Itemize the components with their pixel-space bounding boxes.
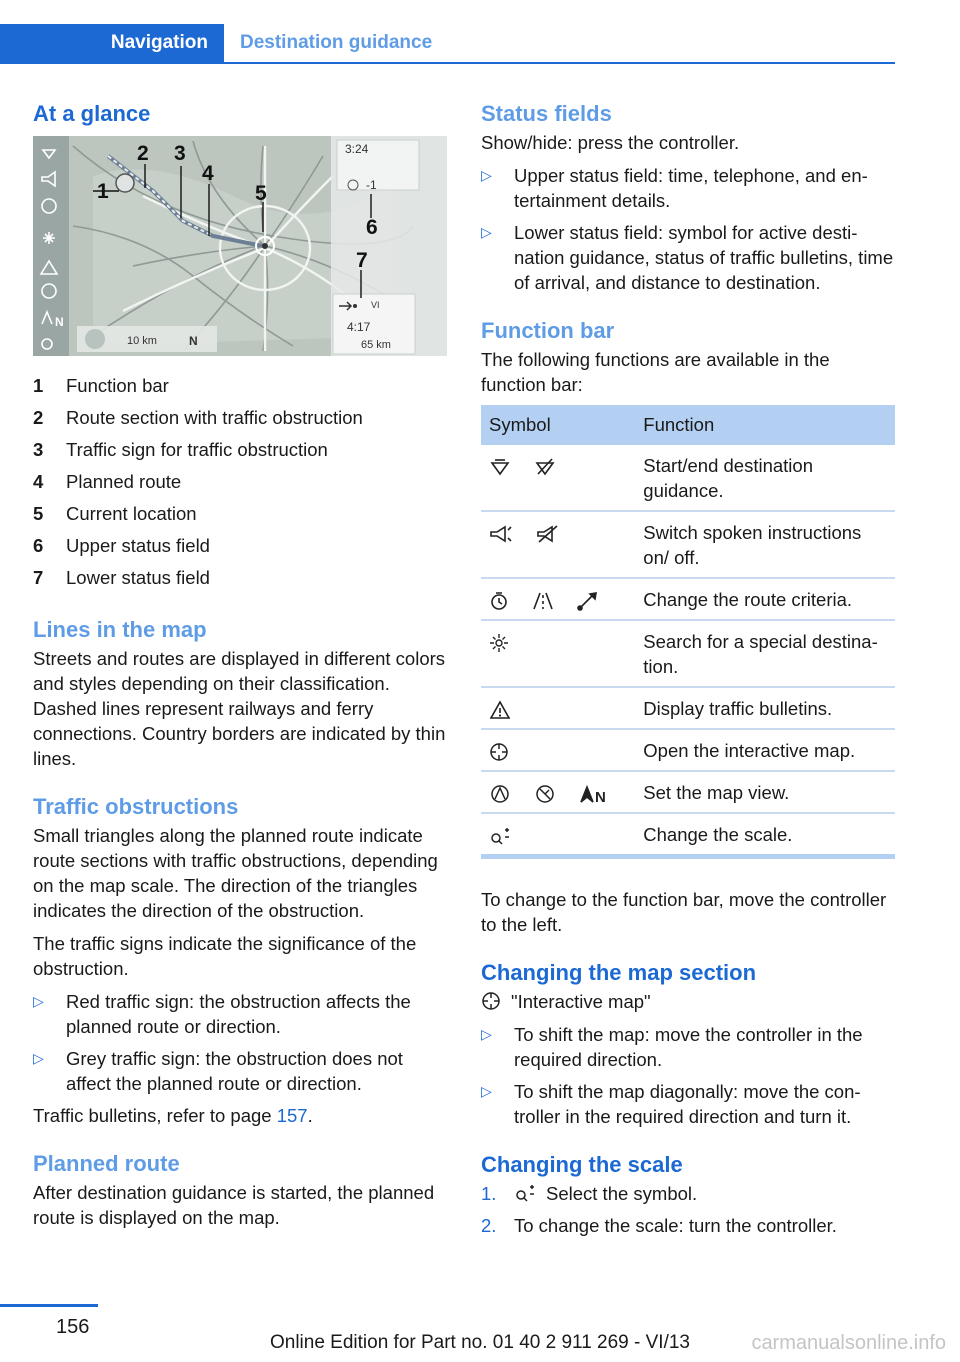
- table-row: [481, 511, 895, 578]
- list-item: 1. Select the symbol.: [481, 1183, 698, 1204]
- function-bar-text: The following functions are available in the function bar:: [481, 349, 830, 395]
- traffic-signs-text: The traffic signs indicate the significance of the obstruction.: [33, 933, 417, 979]
- list-item: ▷ Grey traffic sign: the obstruction does not affect the planned route or direction.: [33, 1048, 403, 1094]
- changing-map-section-heading: Changing the map section: [481, 960, 757, 985]
- guidance-end-icon: [534, 457, 556, 477]
- table-row: [481, 620, 895, 687]
- map-north-icon: [579, 784, 609, 804]
- legend-item: 7 Lower status field: [33, 567, 210, 588]
- map-direction-icon: [534, 784, 556, 804]
- lines-in-map-text: Streets and routes are displayed in different colors and styles depending on their classification. Dashed lines represent railways and ferry connections. Country borders are indicated by thin lines.: [33, 648, 446, 769]
- function-cell: Display traffic bulletins.: [635, 687, 895, 729]
- traffic-obstructions-text: Small triangles along the planned route indicate route sections with traffic obstructions, depending on the map scale. The direction of the triangles indicates the direction of the obstruction.: [33, 825, 438, 921]
- function-cell: Switch spoken instructions on/ off.: [635, 511, 895, 578]
- symbol-cell: [481, 729, 635, 771]
- function-bar-table: [481, 405, 895, 859]
- map-status-upper: -1: [366, 178, 377, 192]
- warning-triangle-icon: [489, 700, 511, 720]
- symbol-cell: [481, 813, 635, 857]
- symbol-cell: [481, 687, 635, 729]
- change-to-function-bar-text: To change to the function bar, move the controller to the left.: [481, 889, 887, 935]
- map-distance: 65 km: [361, 339, 391, 351]
- function-cell: Change the scale.: [635, 813, 895, 857]
- function-cell: Search for a special destination.: [635, 620, 895, 687]
- symbol-cell: [481, 620, 635, 687]
- scale-steps-list: [481, 1181, 895, 1238]
- header-tab-bar: [0, 24, 895, 64]
- function-cell: Change the route criteria.: [635, 578, 895, 620]
- symbol-cell: [481, 511, 635, 578]
- map-callout-6: 6: [366, 216, 378, 239]
- planned-route-text: After destination guidance is started, the planned route is displayed on the map.: [33, 1182, 435, 1228]
- map-callout-4: 4: [202, 162, 214, 185]
- svg-text:N: N: [55, 315, 64, 329]
- left-column: [33, 100, 447, 1238]
- legend-item: 6 Upper status field: [33, 535, 210, 556]
- function-cell: Start/end destination guidance.: [643, 455, 813, 501]
- map-callout-2: 2: [137, 142, 149, 165]
- clock-icon: [489, 591, 509, 611]
- list-item: ▷ Lower status field: symbol for active destination guidance, status of traffic bulletins, time of arrival, and distance to destination.: [481, 222, 894, 293]
- map-callout-3: 3: [174, 142, 186, 165]
- zoom-scale-icon: [514, 1183, 536, 1203]
- list-item: ▷ To shift the map diagonally: move the controller in the required direction and turn it.: [481, 1081, 861, 1127]
- interactive-map-label: "Interactive map": [481, 989, 895, 1014]
- legend-item: 4 Planned route: [33, 471, 182, 492]
- map-legend-list: [33, 370, 447, 594]
- function-cell: Open the interactive map.: [635, 729, 895, 771]
- column-header-symbol: Symbol: [481, 405, 635, 445]
- map-callout-1: 1: [97, 180, 109, 203]
- tab-destination-guidance[interactable]: Destination guidance: [240, 32, 433, 53]
- map-arrival-time: 4:17: [347, 320, 371, 334]
- footer-rule: [0, 1304, 98, 1307]
- route-arrow-icon: [577, 591, 599, 611]
- list-item: ▷ Upper status field: time, telephone, and entertainment details.: [481, 165, 868, 211]
- list-item: 2. To change the scale: turn the controller.: [481, 1215, 837, 1236]
- svg-text:N: N: [595, 789, 607, 805]
- symbol-cell: [481, 771, 635, 813]
- map-time-label: 3:24: [345, 142, 369, 156]
- map-callout-5: 5: [255, 182, 267, 205]
- traffic-sign-list: [33, 989, 447, 1096]
- map-illustration: [33, 136, 447, 356]
- svg-text:N: N: [189, 334, 198, 348]
- triangle-bullet-icon: ▷: [481, 167, 492, 183]
- symbol-cell: [481, 578, 635, 620]
- crosshair-icon: [481, 991, 501, 1011]
- page-number: 156: [56, 1316, 90, 1338]
- road-icon: [532, 591, 554, 611]
- table-header-row: [481, 405, 895, 445]
- tab-navigation[interactable]: Navigation: [0, 24, 224, 62]
- function-bar-heading: Function bar: [481, 318, 615, 343]
- traffic-bulletins-reference: Traffic bulletins, refer to page 157.: [33, 1105, 313, 1126]
- function-cell: Set the map view.: [635, 771, 895, 813]
- changing-scale-heading: Changing the scale: [481, 1152, 683, 1177]
- status-fields-list: [481, 163, 895, 295]
- triangle-bullet-icon: ▷: [481, 1026, 492, 1042]
- navigation-map-image: [33, 136, 447, 356]
- triangle-bullet-icon: ▷: [481, 224, 492, 240]
- star-icon: [489, 633, 509, 653]
- table-row: [481, 687, 895, 729]
- at-a-glance-heading: At a glance: [33, 101, 151, 126]
- right-column: [481, 100, 895, 1245]
- table-row: [481, 813, 895, 857]
- planned-route-heading: Planned route: [33, 1151, 180, 1176]
- list-item: ▷ To shift the map: move the controller in the required direction.: [481, 1024, 863, 1070]
- zoom-scale-icon: [489, 826, 511, 846]
- legend-item: 1 Function bar: [33, 375, 169, 396]
- table-row: [481, 729, 895, 771]
- lines-in-map-heading: Lines in the map: [33, 617, 207, 642]
- speaker-off-icon: [536, 524, 560, 544]
- table-row: [481, 771, 895, 813]
- triangle-bullet-icon: ▷: [481, 1083, 492, 1099]
- map-callout-7: 7: [356, 249, 368, 272]
- status-fields-heading: Status fields: [481, 101, 612, 126]
- symbol-cell: [481, 445, 635, 511]
- map-bulletin-label: VI: [371, 300, 380, 310]
- legend-item: 5 Current location: [33, 503, 197, 524]
- legend-item: 3 Traffic sign for traffic obstruction: [33, 439, 328, 460]
- map-perspective-icon: [489, 784, 511, 804]
- guidance-start-icon: [489, 457, 511, 477]
- map-scale-label: 10 km: [127, 335, 157, 347]
- map-section-list: [481, 1022, 895, 1129]
- triangle-bullet-icon: ▷: [33, 993, 44, 1009]
- table-row: [481, 578, 895, 620]
- crosshair-icon: [489, 742, 509, 762]
- table-row: [481, 445, 895, 511]
- speaker-on-icon: [489, 524, 513, 544]
- legend-item: 2 Route section with traffic obstruction: [33, 407, 363, 428]
- triangle-bullet-icon: ▷: [33, 1050, 44, 1066]
- watermark: carmanualsonline.info: [751, 1332, 946, 1354]
- list-item: ▷ Red traffic sign: the obstruction affects the planned route or direction.: [33, 991, 411, 1037]
- edition-footer: Online Edition for Part no. 01 40 2 911 269 - VI/13: [269, 1332, 691, 1353]
- status-fields-text: Show/hide: press the controller.: [481, 132, 740, 153]
- page-157-link[interactable]: 157: [276, 1105, 308, 1126]
- traffic-obstructions-heading: Traffic obstructions: [33, 794, 239, 819]
- column-header-function: Function: [635, 405, 895, 445]
